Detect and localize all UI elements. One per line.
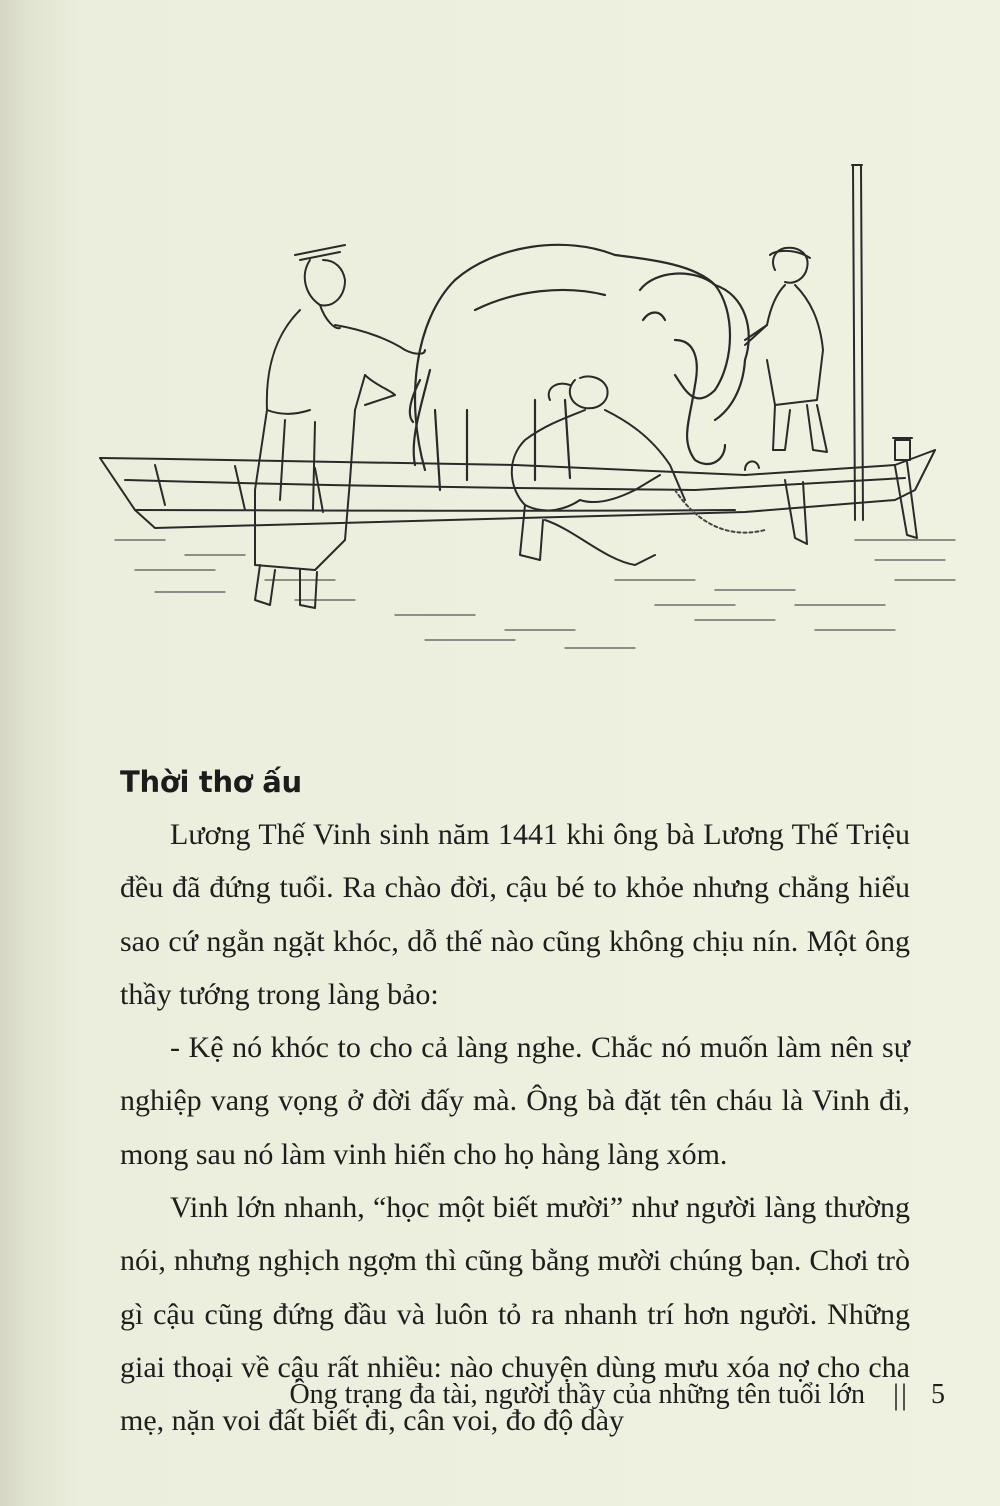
- boat-post: [785, 480, 807, 544]
- elephant: [410, 245, 749, 490]
- page-number: 5: [931, 1379, 945, 1410]
- paragraph-2: - Kệ nó khóc to cho cả làng nghe. Chắc nó muốn làm nên sự nghiệp vang vọng ở đời đấy mà. Ông bà đặt tên cháu là Vinh đi, mong sau nó làm vinh hiển cho họ hàng làng xóm.: [120, 1031, 910, 1171]
- water-hatching: [115, 540, 955, 648]
- footer-separator: ||: [892, 1378, 909, 1411]
- section-heading: Thời thơ ấu: [120, 765, 302, 799]
- paragraph-1: Lương Thế Vinh sinh năm 1441 khi ông bà Lương Thế Triệu đều đã đứng tuổi. Ra chào đời, cậu bé to khỏe nhưng chẳng hiểu sao cứ ngằn ngặt khóc, dỗ thế nào cũng không chịu nín. Một ông thầy tướng trong làng bảo:: [120, 818, 910, 1011]
- boatman-figure: [745, 248, 827, 452]
- page-footer: [289, 1378, 945, 1412]
- elephant-weighing-illustration: [95, 160, 965, 670]
- official-figure: [255, 245, 425, 608]
- running-title: Ông trạng đa tài, người thầy của những tên tuổi lớn: [289, 1379, 865, 1410]
- body-text: [120, 808, 910, 1448]
- paragraph-3: Vinh lớn nhanh, “học một biết mười” như người làng thường nói, nhưng nghịch ngợm thì cũng bằng mười chúng bạn. Chơi trò gì cậu cũng đứng đầu và luôn tỏ ra nhanh trí hơn người. Những giai thoại về cậu rất nhiều: nào chuyện dùng mưu xóa nợ cho cha mẹ, nặn voi đất biết đi, cân voi, đo độ dày: [120, 1191, 910, 1438]
